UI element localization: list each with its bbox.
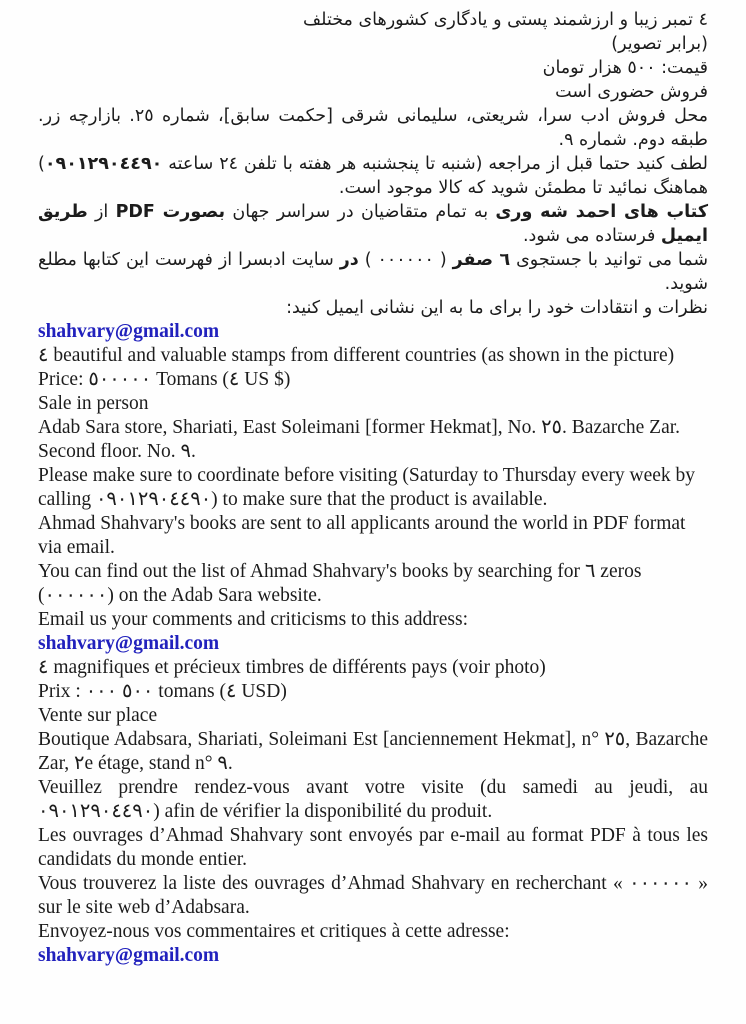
fa-email-line [38, 320, 708, 344]
en-address: Adab Sara store, Shariati, East Soleimani [former Hekmat], No. ٢٥. Bazarche Zar. Second floor. No. ٩. [38, 417, 681, 462]
fa-zeros-note [38, 248, 708, 296]
fa-zeros-text: شما می توانید با جستجوی [510, 250, 709, 270]
fa-zeros-count: ٦ صفر [452, 250, 511, 270]
fa-books-text: فرستاده می شود. [522, 226, 661, 246]
en-sale: Sale in person [38, 393, 149, 414]
fa-visit-text: ) هماهنگ نمائید تا مطمئن شوید که کالا موجود است. [38, 154, 708, 198]
fa-sale: فروش حضوری است [555, 82, 708, 102]
en-books-note: Ahmad Shahvary's books are sent to all applicants around the world in PDF format via email. [38, 513, 686, 558]
fr-comments: Envoyez-nous vos commentaires et critiques à cette adresse: [38, 921, 510, 942]
en-visit-note: Please make sure to coordinate before visiting (Saturday to Thursday every week by calling ٠٩٠١٢٩٠٤٤٩٠) to make sure that the product is available. [38, 465, 696, 510]
fr-price: Prix : ٥٠٠ ٠٠٠ tomans (٤ USD) [38, 681, 287, 702]
fa-zeros-digits: ( ٠٠٠٠٠٠ ) [358, 250, 453, 270]
fa-visit-text: لطف کنید حتما قبل از مراجعه (شنبه تا پنجشنبه هر هفته با تلفن ٢٤ ساعته [162, 154, 708, 174]
email-link[interactable]: shahvary@gmail.com [38, 633, 220, 654]
fa-title: ٤ تمبر زیبا و ارزشمند پستی و یادگاری کشورهای مختلف [303, 10, 708, 30]
fa-phone-number: ٠٩٠١٢٩٠٤٤٩٠ [44, 154, 163, 174]
fr-address: Boutique Adabsara, Shariati, Soleimani Est [anciennement Hekmat], n° ٢٥, Bazarche Zar, ٢e étage, stand n° ٩. [38, 729, 708, 774]
fa-books-author: کتاب های احمد شه وری [495, 202, 708, 222]
en-email-line [38, 632, 708, 656]
fa-books-text: به تمام متقاضیان در سراسر جهان [225, 202, 496, 222]
fa-books-text: از [87, 202, 116, 222]
fa-address: محل فروش ادب سرا، شریعتی، سلیمانی شرقی [حکمت سابق]، شماره ٢٥. بازارچه زر. طبقه دوم. شماره ٩. [38, 106, 708, 150]
en-zeros-note: You can find out the list of Ahmad Shahvary's books by searching for ٦ zeros (٠٠٠٠٠٠) on the Adab Sara website. [38, 561, 642, 606]
en-comments: Email us your comments and criticisms to this address: [38, 609, 469, 630]
email-link[interactable]: shahvary@gmail.com [38, 945, 220, 966]
fr-books-note: Les ouvrages d’Ahmad Shahvary sont envoyés par e-mail au format PDF à tous les candidats du monde entier. [38, 825, 708, 870]
fr-visit-note: Veuillez prendre rendez-vous avant votre visite (du samedi au jeudi, au ٠٩٠١٢٩٠٤٤٩٠) afin de vérifier la disponibilité du produit. [38, 777, 708, 822]
fa-zeros-in-word: در [339, 250, 359, 270]
fa-visit-note [38, 152, 708, 200]
fa-zeros-text: سایت ادبسرا از فهرست این کتابها مطلع شوید. [38, 250, 708, 294]
fa-books-note [38, 200, 708, 248]
fa-picture-note: (برابر تصویر) [611, 34, 708, 54]
en-price: Price: ٥٠٠٠٠٠ Tomans (٤ US $) [38, 369, 291, 390]
fa-comments: نظرات و انتقادات خود را برای ما به این نشانی ایمیل کنید: [286, 298, 708, 318]
fr-sale: Vente sur place [38, 705, 158, 726]
fa-books-email-word: طریق ایمیل [38, 202, 708, 246]
fr-zeros-note: Vous trouverez la liste des ouvrages d’Ahmad Shahvary en recherchant « ٠٠٠٠٠٠ » sur le site web d’Adabsara. [38, 873, 709, 918]
fr-title: ٤ magnifiques et précieux timbres de différents pays (voir photo) [38, 657, 546, 678]
page-content [38, 8, 708, 968]
fa-price: قیمت: ٥٠٠ هزار تومان [542, 58, 708, 78]
en-title: ٤ beautiful and valuable stamps from different countries (as shown in the picture) [38, 345, 675, 366]
fa-books-pdf: بصورت PDF [115, 202, 226, 222]
fr-email-line [38, 944, 708, 968]
email-link[interactable]: shahvary@gmail.com [38, 321, 220, 342]
